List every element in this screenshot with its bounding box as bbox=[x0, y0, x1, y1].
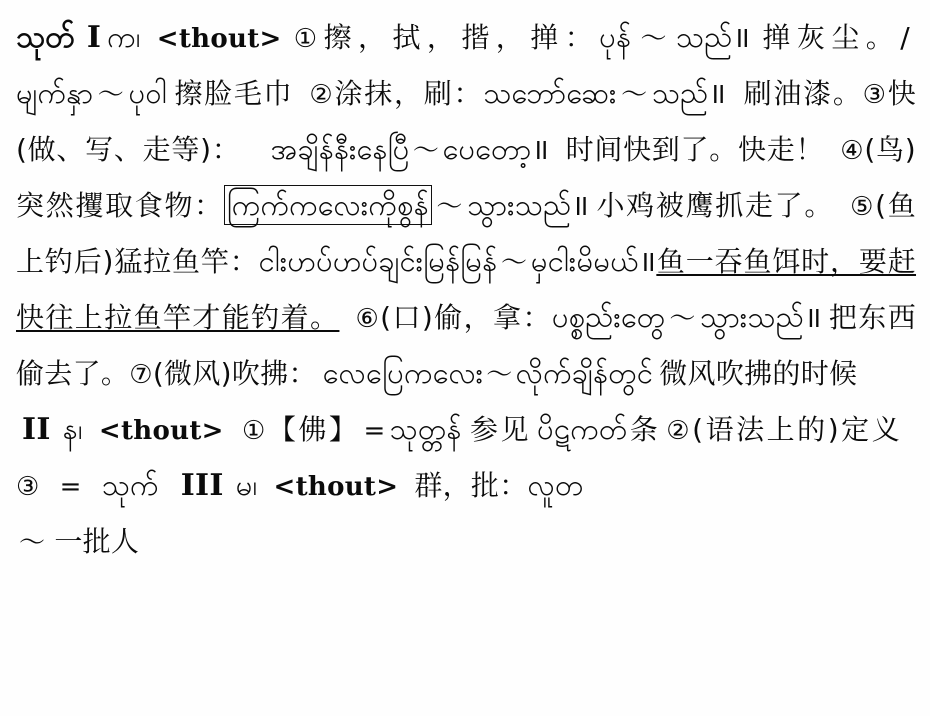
example-burmese: ပုန် bbox=[599, 20, 632, 54]
tilde-marker: 〜 bbox=[435, 192, 465, 222]
example-burmese-tail: သွားသည်॥ bbox=[699, 300, 822, 334]
cross-reference-suffix: 条 bbox=[627, 413, 661, 446]
tilde-marker-2: 〜 bbox=[96, 80, 126, 110]
equals-sign: = bbox=[59, 472, 82, 502]
cross-reference-target: ပိဋကတ် bbox=[537, 412, 628, 446]
example-burmese: ပစ္စည်းတွေ bbox=[551, 300, 666, 334]
sense-number: ② bbox=[666, 416, 693, 446]
transliteration-1: <thout> bbox=[156, 24, 282, 54]
section-numeral-3: III bbox=[180, 468, 224, 503]
example-burmese-tail: သွားသည်॥ bbox=[467, 188, 590, 222]
transliteration-2: <thout> bbox=[98, 416, 224, 446]
example-burmese-tail: လိုက်ချိန်တွင် bbox=[515, 356, 654, 390]
sense-gloss: 快(做、写、走等)： bbox=[16, 77, 917, 166]
sense-gloss: (口)偷，拿： bbox=[380, 301, 552, 334]
sense-number: ⑦ bbox=[129, 360, 153, 390]
section-numeral-2: II bbox=[22, 412, 51, 447]
example-burmese-tail: သည်॥ bbox=[651, 76, 727, 110]
example-burmese: လူတ bbox=[527, 468, 584, 502]
tilde-marker: 〜 bbox=[486, 360, 513, 390]
example-burmese: အချိန်နီးနေပြီ bbox=[270, 132, 410, 166]
tilde-marker: 〜 bbox=[619, 80, 649, 110]
example-translation: 一批人 bbox=[54, 525, 140, 558]
sense-gloss: (微风)吹拂： bbox=[152, 357, 317, 390]
example-translation: 掸灰尘。 bbox=[756, 21, 901, 54]
example-translation: 刷油漆。 bbox=[742, 77, 863, 110]
example-translation: 鱼一吞鱼饵时，要赶快往上拉鱼竿才能钓着。 bbox=[16, 245, 917, 334]
example-burmese-tail: ပေတော့॥ bbox=[442, 132, 550, 166]
sense-number: ⑤ bbox=[850, 192, 876, 222]
tilde-marker: 〜 bbox=[668, 304, 697, 334]
tilde-marker: 〜 bbox=[500, 248, 528, 278]
example-burmese: ငါးဟပ်ဟပ်ချင်းမြန်မြန် bbox=[258, 244, 498, 278]
sense-gloss: 群，批： bbox=[414, 469, 528, 502]
example-translation: 把东西偷去了。 bbox=[16, 301, 916, 390]
example-burmese: ကြက်ကလေးကိုစွန် bbox=[224, 185, 432, 225]
sense-number: ③ bbox=[16, 472, 40, 502]
sense-number: ① bbox=[239, 416, 268, 446]
headword-text: သုတ် bbox=[16, 20, 75, 55]
cross-reference-label: 参见 bbox=[467, 413, 532, 446]
example-burmese-tail: သည်॥ bbox=[675, 20, 751, 54]
example-burmese: သဘော်ဆေး bbox=[483, 76, 617, 110]
sense-number: ① bbox=[287, 24, 324, 54]
sense-number: ③ bbox=[862, 80, 888, 110]
sense-separator: / bbox=[900, 21, 910, 54]
sense-number: ② bbox=[309, 80, 335, 110]
cross-reference-target: သုက် bbox=[101, 468, 159, 502]
section-marker-2: န၊ bbox=[62, 412, 83, 446]
sense-gloss: (语法上的)定义 bbox=[692, 413, 901, 446]
example-burmese-tail: မှငါးမိမယ်॥ bbox=[530, 244, 657, 278]
example-burmese-2-tail: ပုဝါ bbox=[128, 76, 167, 110]
section-marker-3: မ၊ bbox=[235, 468, 258, 502]
sense-number: ④ bbox=[840, 136, 865, 166]
example-translation-2: 擦脸毛巾 bbox=[172, 77, 294, 110]
sense-gloss: (鱼上钓后)猛拉鱼竿： bbox=[16, 189, 916, 278]
example-burmese: လေပြေကလေး bbox=[322, 356, 484, 390]
example-translation: 时间快到了。快走！ bbox=[565, 133, 825, 166]
sense-gloss: 涂抹，刷： bbox=[334, 77, 484, 110]
sense-gloss: (鸟)突然攫取食物： bbox=[16, 133, 917, 222]
example-burmese-2: မျက်နှာ bbox=[16, 76, 94, 110]
sense-number: ⑥ bbox=[355, 304, 381, 334]
example-burmese: သုတ္တန် bbox=[389, 412, 462, 446]
tilde-marker: 〜 bbox=[634, 24, 673, 54]
tilde-marker: 〜 bbox=[412, 136, 440, 166]
section-numeral-1: I bbox=[86, 20, 102, 55]
sense-gloss: 擦，拭，揩，掸： bbox=[323, 21, 600, 54]
dictionary-entry bbox=[16, 10, 916, 570]
transliteration-3: <thout> bbox=[273, 472, 399, 502]
section-marker-1: က၊ bbox=[107, 20, 141, 54]
example-translation: 小鸡被鹰抓走了。 bbox=[595, 189, 835, 222]
sense-gloss: 【佛】 bbox=[267, 413, 360, 446]
tilde-marker: 〜 bbox=[19, 528, 46, 558]
example-translation: 微风吹拂的时候 bbox=[659, 357, 858, 390]
equals-sign: = bbox=[363, 416, 386, 446]
